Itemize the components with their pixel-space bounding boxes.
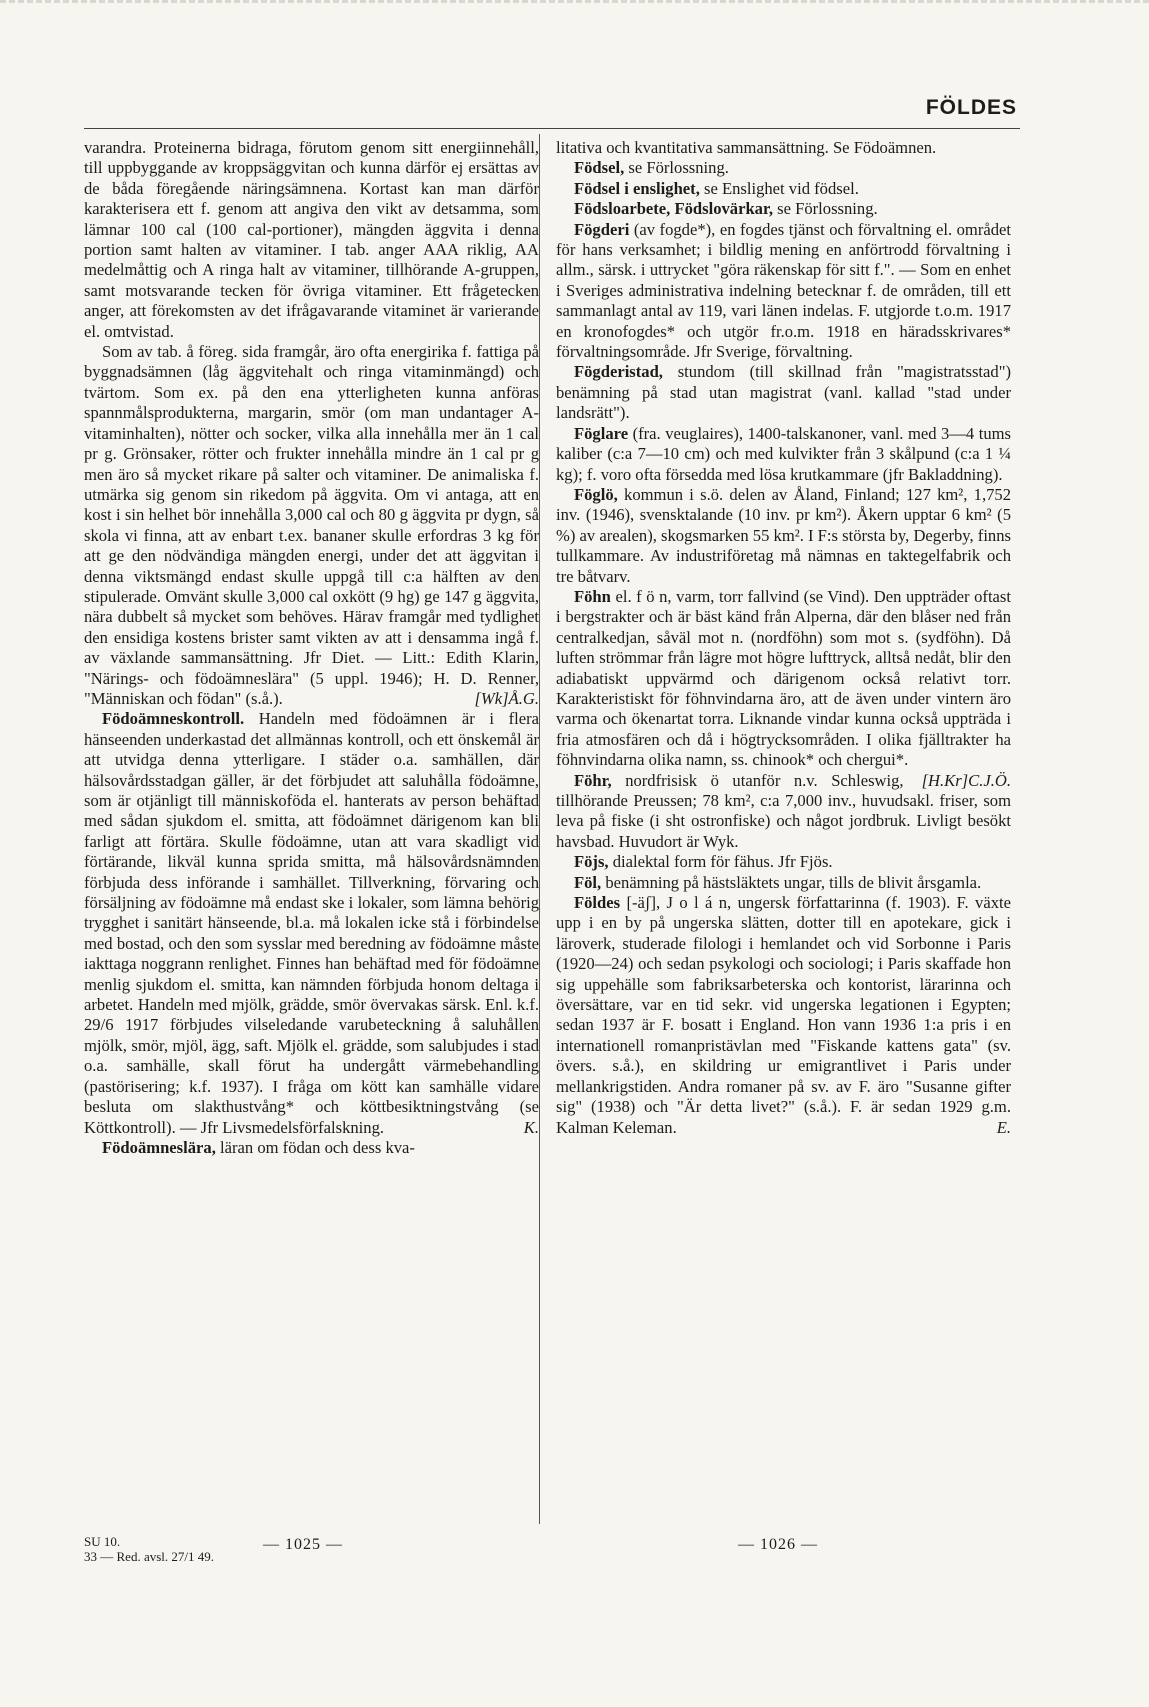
running-header: FÖLDES [925,96,1017,119]
continuation-text: litativa och kvantitativa sammansättning. Se Födoämnen. [556,138,937,157]
paragraph: varandra. Proteinerna bidraga, förutom genom sitt energiinnehåll, till uppbyggande av kroppsäggvitan och kunna därför ej ersättas av de båda föregående näringsämnena. Kortast kan man därför karakterisera ett f. genom att angiva den vikt av detsamma, som lämnar 100 cal (100 cal-portioner), mängden äggvita i denna portion samt halten av vitaminer. I tab. anger AAA riklig, AA medelmåttig och A ringa halt av vitaminer, tillhörande A-gruppen, samt motsvarande tecken för övriga vitaminer. Ett frågetecken anger, att förekomsten av det ifrågavarande vitaminet är varierande el. omtvistad. [84,138,539,341]
right-column [556,138,1011,1138]
dictionary-entry [556,199,1011,219]
dictionary-entry [556,485,1011,587]
headword: Födsel, [574,158,625,178]
entry-text: [-äʃ], J o l á n, ungersk författarinna (f. 1903). F. växte upp i en by på ungerska slätten, dotter till en apotekare, gick i läroverk, studerade filologi i hemlandet och vid Sorbonne i Paris (1920—24) och sedan psykologi och sociologi; i Paris skaffade hon sig uppehälle som fabriksarbeterska och kontorist, lärarinna och översättare, var en tid sekr. vid ungerska legationen i Egypten; sedan 1937 är F. bosatt i England. Hon vann 1936 1:a pris i en internationell romanpristävlan med "Fiskande kattens gata" (sv. övers. s.å.), en skildring ur emigrantlivet i Paris under mellankrigstiden. Andra romaner på sv. av F. äro "Susanne gifter sig" (1938) och "Är detta livet?" (s.å.). F. är sedan 1929 g.m. Kalman Keleman. [556,893,1011,1137]
entry-text: se Förlossning. [628,158,729,178]
signature-mark: SU 10. [84,1534,121,1549]
entry-text: läran om födan och dess kva- [220,1137,415,1157]
header-rule [84,128,1020,129]
author-signature: K. [523,1117,539,1137]
dictionary-entry [556,893,1011,1138]
headword: Föhn [574,586,611,606]
headword: Föglare [574,423,629,443]
headword: Föl, [574,872,602,892]
headword: Föhr, [574,770,612,790]
entry-text: nordfrisisk ö utanför n.v. Schleswig, tillhörande Preussen; 78 km², c:a 7,000 inv., huvudsakl. friser, som leva på fiske (i sht ostronfiske) och något jordbruk. Livligt besökt havsbad. Huvudort är Wyk. [556,770,1011,851]
dictionary-entry [556,158,1011,178]
print-note: 33 — Red. avsl. 27/1 49. [84,1549,214,1564]
entry-text: (av fogde*), en fogdes tjänst och förvaltning el. området för hans verksamhet; i bildlig mening en anförtrodd förvaltning i allm., särsk. i uttrycket "göra räkenskap för sitt f.". — Som en enhet i Sveriges administrativa indelning betecknar f. de områden, till ett sammanlagt antal av 119, vari länen indelas. F. utgjorde t.o.m. 1917 en kronofogdes* och utgör fr.o.m. 1918 en häradsskrivares* förvaltningsområde. Jfr Sverige, förvaltning. [556,219,1011,362]
headword: Földes [574,893,621,913]
entry-text: (fra. veuglaires), 1400-talskanoner, vanl. med 3—4 tums kaliber (c:a 7—10 cm) och med kulvikter från 3 skålpund (c:a 1 ¼ kg); f. voro ofta försedda med lösa krutkammare (jfr Bakladdning). [556,423,1011,484]
author-signature: [Wk]Å.G. [474,688,539,708]
author-signature: E. [996,1117,1011,1137]
dictionary-entry [556,179,1011,199]
page-number-left: — 1025 — [263,1536,343,1553]
entry-text: dialektal form för fähus. Jfr Fjös. [612,852,833,872]
dictionary-entry [556,424,1011,485]
entry-text: stundom (till skillnad från "magistratsstad") benämning på stad utan magistrat (vanl. kallad "stad under landsrätt"). [556,362,1011,423]
dictionary-entry [556,362,1011,423]
headword: Fögderi [574,219,630,239]
entry-text: el. f ö n, varm, torr fallvind (se Vind). Den uppträder oftast i bergstrakter och är bäst känd från Alperna, där den blåser ned från centralkedjan, såväl mot n. (nordföhn) som mot s. (sydföhn). Då luften strömmar från lägre mot högre lufttryck, alltså nedåt, blir den adiabatiskt uppvärmd och därigenom också relativt torr. Karakteristiskt för föhnvindarna äro, att de även under vintern äro varma och ökenartat torra. Liknande vindar kunna också uppträda i fria atmosfären och då i högtrycksområden. I olika fjälltrakter ha föhnvindarna olika namn, ss. chinook* och chergui*. [556,586,1011,770]
dictionary-entry [556,220,1011,363]
column-divider [539,134,540,1524]
entry-text: Handeln med födoämnen är i flera hänseenden underkastad det allmännas kontroll, och ett önskemål är att utvidga denna ytterligare. I städer o.a. samhällen, där hälsovårdsstadgan gäller, är det förbjudet att saluhålla födoämne, som är otjänligt till människoföda el. hanterats av person behäftad med sådan sjukdom el. smitta, att födoämnet därigenom kan bli farligt att förtära. Skulle födoämne, utan att vara skadligt vid förtärande, likväl kunna sprida smitta, må hälsovårdsnämnden förbjuda dess införande i samhället. Tillverkning, förvaring och försäljning av födoämne må endast ske i lokaler, som lämna behörig trygghet i sanitärt hänseende, bl.a. må lokalen icke stå i förbindelse med bostad, och den som sysslar med beredning av födoämne måste iakttaga noggrann renlighet. Finnes han behäftad med för födoämne menlig sjukdom el. smitta, kan nämnden förbjuda honom deltaga i arbetet. Handeln med mjölk, grädde, smör övervakas särsk. Enl. k.f. 29/6 1917 förbjudes vilseledande varubeteckning å saluhållen mjölk, smör, mjöl, ägg, saft. Mjölk el. grädde, som salubjudes i stad o.a. samhälle, skall förut ha undergått värmebehandling (pastörisering; k.f. 1937). I fråga om kött kan samhälle vidare besluta om slakthustvång* och köttbesiktningstvång (se Köttkontroll). — Jfr Livsmedelsförfalskning. [84,709,539,1137]
dictionary-entry [556,852,1011,872]
headword: Föjs, [574,852,609,872]
entry-text: se Förlossning. [777,199,878,219]
entry-text: kommun i s.ö. delen av Åland, Finland; 127 km², 1,752 inv. (1946), svensktalande (10 inv. pr km²). Åkern upptar 6 km² (5 %) av arealen), skogsmarken 55 km². I F:s största by, Degerby, finns tullkammare. Av industriföretag må nämnas en taktegelfabrik och tre båtvarv. [556,484,1012,586]
headword: Födoämneslära, [102,1137,216,1157]
left-column [84,138,539,1158]
dictionary-entry [556,873,1011,893]
headword: Föglö, [574,484,618,504]
page-number-right: — 1026 — [738,1536,818,1553]
print-footer [84,1534,214,1564]
headword: Födsel i enslighet, [574,178,700,198]
headword: Födsloarbete, Födslovärkar, [574,199,773,219]
entry-text: se Enslighet vid födsel. [704,178,859,198]
paragraph [84,342,539,709]
author-signature: [H.Kr]C.J.Ö. [921,770,1011,790]
entry-text: benämning på hästsläktets ungar, tills de blivit årsgamla. [605,872,982,892]
entry-fodoamneskontroll [84,709,539,1138]
headword: Födoämneskontroll. [102,709,245,729]
paragraph-text: Som av tab. å föreg. sida framgår, äro ofta energirika f. fattiga på byggnadsämnen (låg äggvitehalt och ringa vitaminmängd) och tvärtom. Som ex. på den ena ytterligheten kunna anföras spannmålsprodukterna, margarin, smör (om man undantager A-vitaminhalten), nötter och socker, vilka alla innehålla mer än 1 cal pr g. Grönsaker, rötter och frukter innehålla mindre än 1 cal pr g men äro så mycket rikare på salter och vitaminer. De animaliska f. utmärka sig genom sin rikedom på äggvita. Om vi antaga, att en kost i sin helhet bör innehålla 3,000 cal och 80 g äggvita pr dygn, så skola vi finna, att av enbart t.ex. bananer skulle erfordras 3 kg för att ge den nödvändiga mängden energi, under det att äggvitan i denna viktsmängd endast skulle uppgå till c:a hälften av den stipulerade. Omvänt skulle 3,000 cal oxkött (9 hg) ge 147 g äggvita, nära dubbelt så mycket som behöves. Härav framgår med tydlighet den ensidiga kostens brister samt vikten av att i densamma ingå f. av växlande sammansättning. Jfr Diet. — Litt.: Edith Klarin, "Närings- och födoämneslära" (5 uppl. 1946); H. D. Renner, "Människan och födan" (s.å.). [84,342,539,708]
headword: Fögderistad, [574,362,663,382]
entry-list [556,158,1011,1138]
entry-fodoamneslara [84,1138,539,1158]
